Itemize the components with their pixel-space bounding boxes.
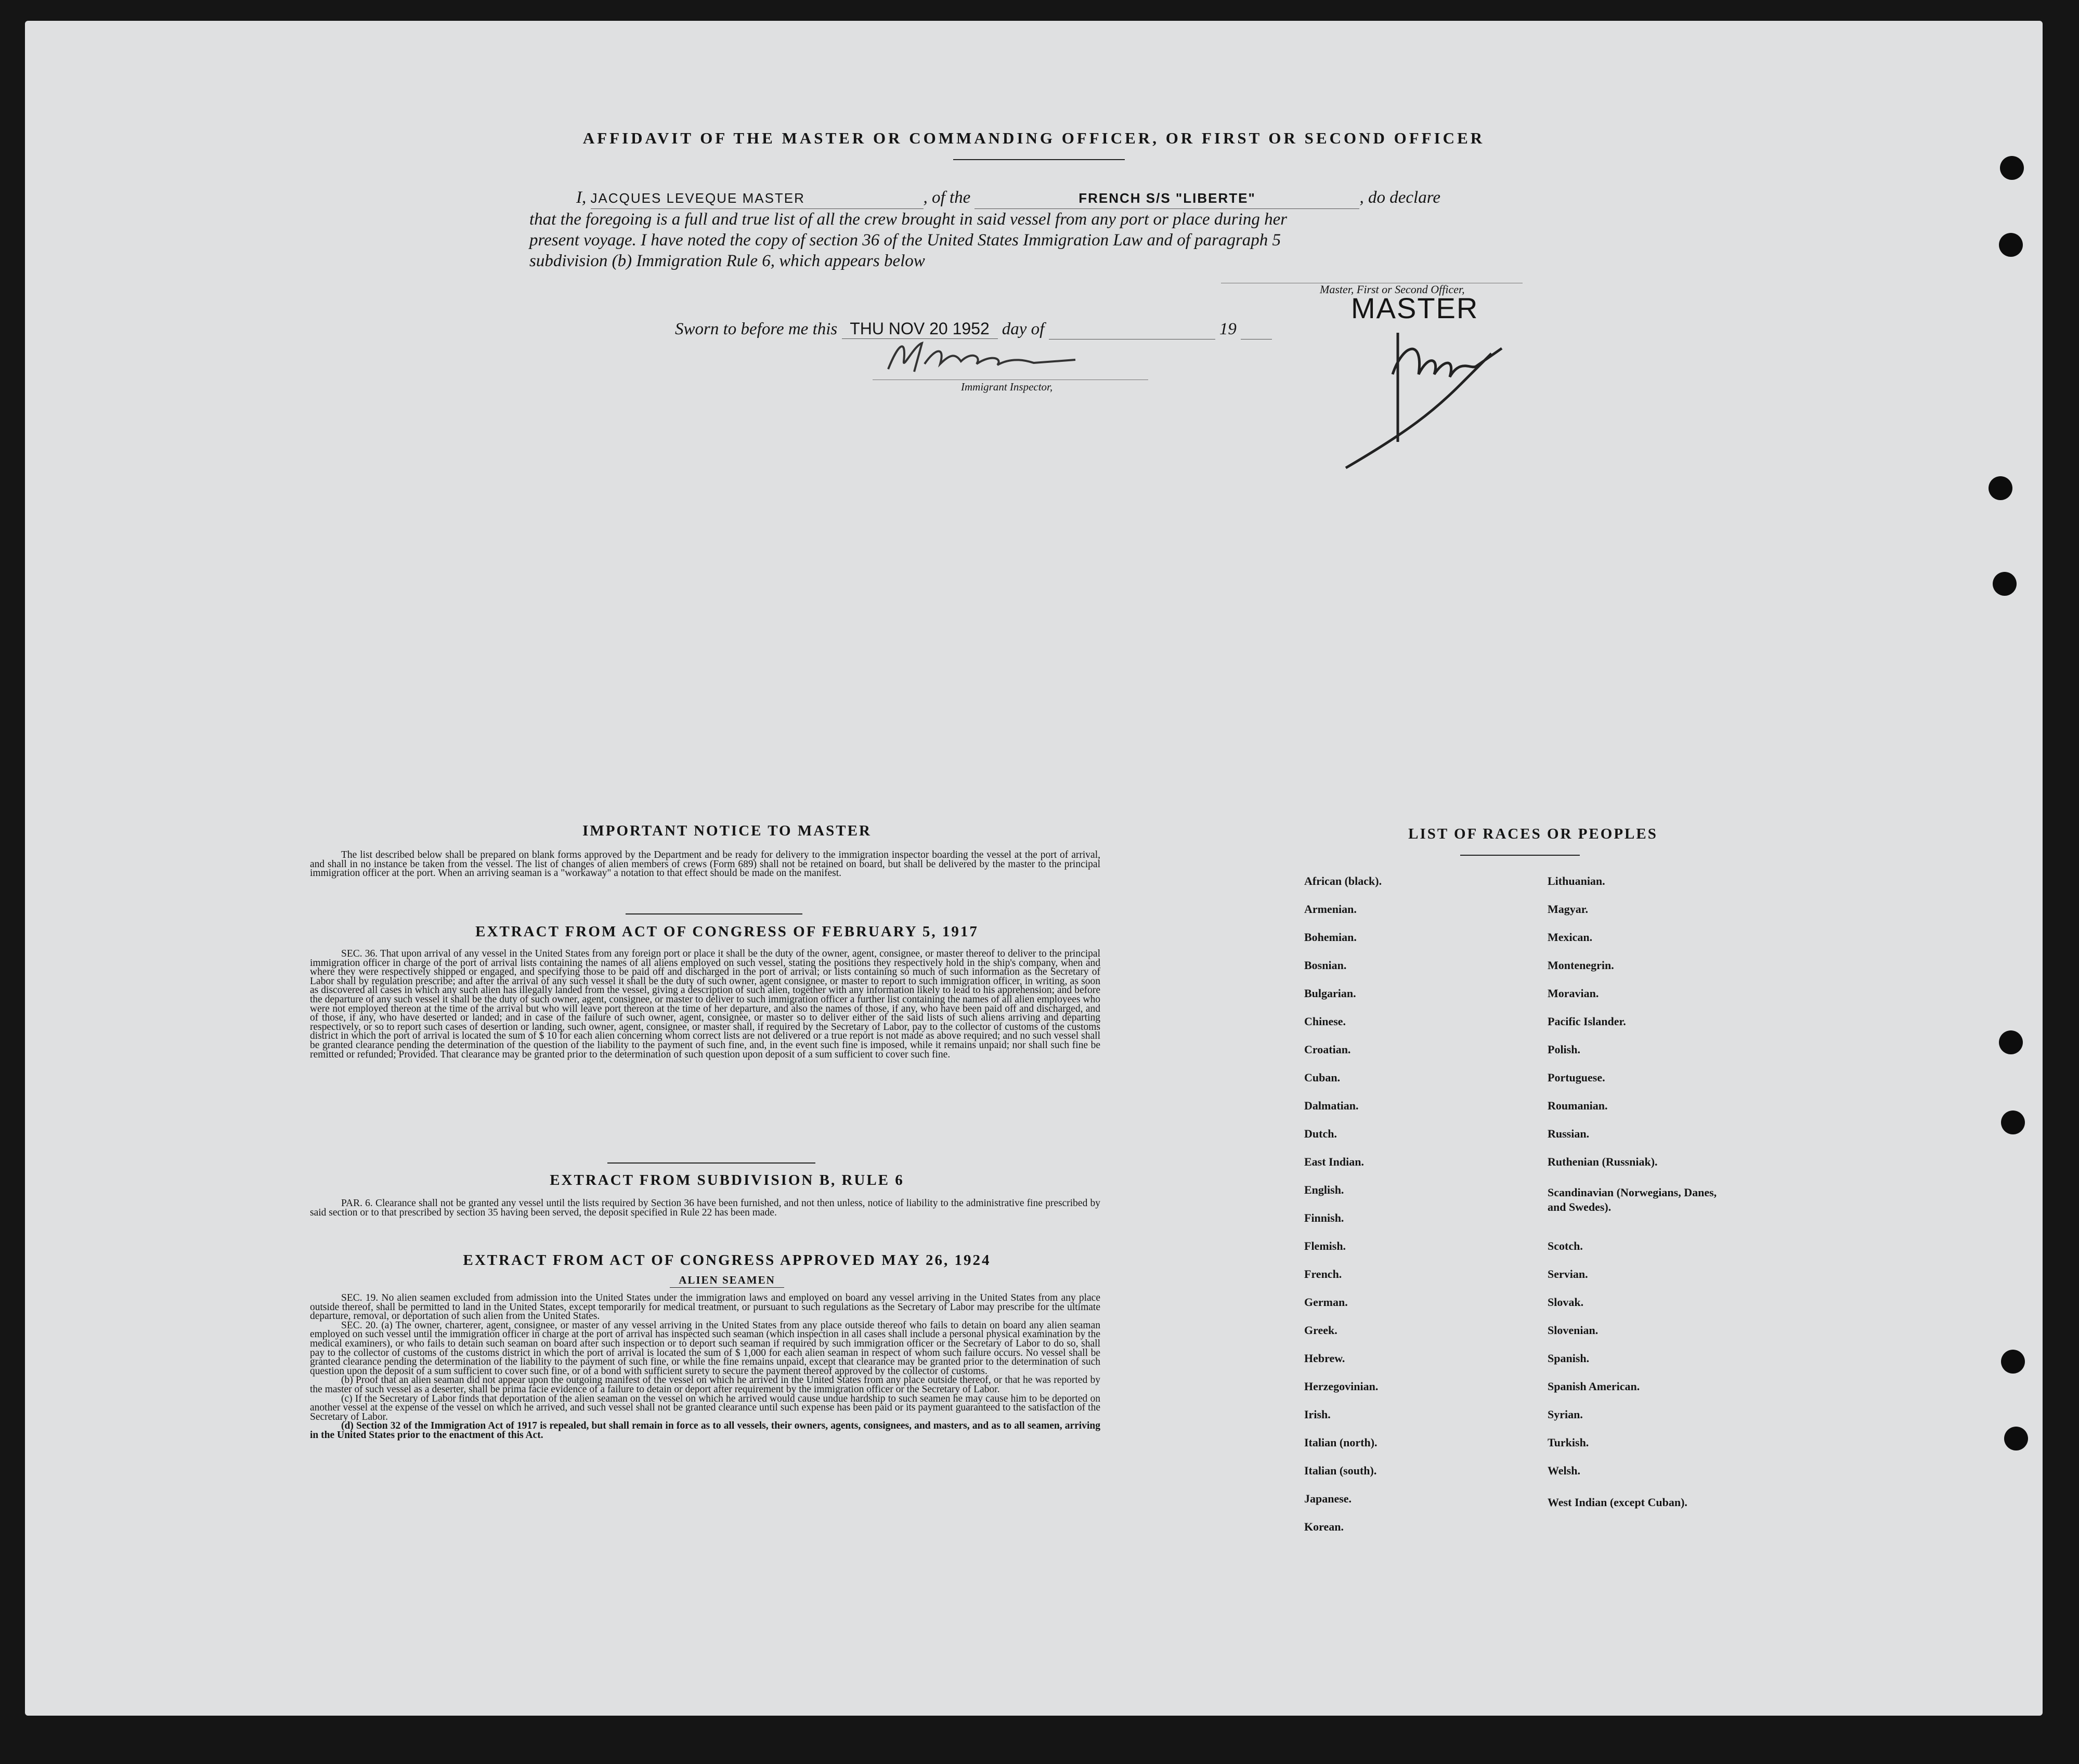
sworn-line: Sworn to before me this THU NOV 20 1952 day of 19 bbox=[675, 319, 1272, 339]
inspector-signature bbox=[878, 333, 1096, 380]
race-item: Italian (south). bbox=[1304, 1464, 1377, 1477]
master-stamp: MASTER bbox=[1351, 292, 1479, 324]
race-item: Ruthenian (Russniak). bbox=[1548, 1155, 1658, 1168]
race-item: Bosnian. bbox=[1304, 959, 1347, 972]
race-item: Flemish. bbox=[1304, 1239, 1346, 1252]
notice-rule bbox=[626, 913, 802, 914]
affidavit-title: AFFIDAVIT OF THE MASTER OR COMMANDING OFFICER, OR FIRST OR SECOND OFFICER bbox=[582, 129, 1485, 147]
race-item: Montenegrin. bbox=[1548, 959, 1614, 972]
race-item: Slovak. bbox=[1548, 1296, 1584, 1309]
race-item: Bohemian. bbox=[1304, 931, 1357, 944]
race-item: Polish. bbox=[1548, 1043, 1580, 1056]
race-item: Cuban. bbox=[1304, 1071, 1341, 1084]
punch-hole bbox=[2004, 1427, 2028, 1451]
race-item: English. bbox=[1304, 1183, 1344, 1196]
races-title-rule bbox=[1460, 855, 1580, 856]
alien-seamen-rule bbox=[670, 1287, 784, 1288]
race-item: Mexican. bbox=[1548, 931, 1593, 944]
race-item: Russian. bbox=[1548, 1127, 1590, 1140]
race-item: Lithuanian. bbox=[1548, 874, 1605, 887]
punch-hole bbox=[1993, 572, 2017, 596]
race-item: Croatian. bbox=[1304, 1043, 1351, 1056]
race-item: Japanese. bbox=[1304, 1492, 1352, 1505]
affidavit-line-4: subdivision (b) Immigration Rule 6, which appears below bbox=[529, 252, 925, 270]
notice-text: The list described below shall be prepared on blank forms approved by the Department and be ready for delivery to the immigration inspector boarding the vessel at the port of arrival, and shall in no instance be taken from the vessel. The list of changes of alien members of crews (Form 689) shall not be retained on board, but shall be delivered by the master to the principal immigration officer at the port. When an arriving seaman is a "workaway" a notation to that effect should be made on the manifest. bbox=[310, 850, 1100, 879]
vessel-name: FRENCH S/S "LIBERTE" bbox=[974, 188, 1359, 209]
sec19-text: SEC. 19. No alien seamen excluded from admission into the United States under the immigration laws and employed on board any vessel arriving in the United States from any place outside thereof, shall be permitted to land in the United States, except temporarily for medical treatment, or pursuant to such regulations as the Secretary of Labor may prescribe for the ultimate departure, removal, or deportation of such alien from the United States. bbox=[310, 1292, 1100, 1322]
race-item: Italian (north). bbox=[1304, 1436, 1378, 1449]
extract-1924-subtitle: ALIEN SEAMEN bbox=[679, 1274, 775, 1286]
rule6-rule bbox=[607, 1162, 815, 1164]
extract-rule6-title: EXTRACT FROM SUBDIVISION B, RULE 6 bbox=[550, 1172, 904, 1188]
declarant-name: JACQUES LEVEQUE MASTER bbox=[591, 188, 924, 209]
affidavit-line-3: present voyage. I have noted the copy of section 36 of the United States Immigration Law and of paragraph 5 bbox=[529, 231, 1281, 250]
race-item: Greek. bbox=[1304, 1324, 1337, 1337]
extract-1924-body bbox=[310, 1293, 1100, 1440]
race-item: Scandinavian (Norwegians, Danes, and Swedes). bbox=[1548, 1186, 1717, 1213]
affidavit-line-1: I, JACQUES LEVEQUE MASTER , of the FRENCH S/S "LIBERTE" , do declare bbox=[529, 187, 1538, 209]
race-item: Pacific Islander. bbox=[1548, 1015, 1626, 1028]
race-item: Portuguese. bbox=[1548, 1071, 1605, 1084]
race-item: Finnish. bbox=[1304, 1211, 1344, 1224]
master-signature bbox=[1304, 312, 1523, 478]
sworn-date-stamp: THU NOV 20 1952 bbox=[842, 319, 998, 339]
punch-hole bbox=[2000, 156, 2024, 180]
extract-1917-text: SEC. 36. That upon arrival of any vessel in the United States from any foreign port or place it shall be the duty of the owner, agent, consignee, or master thereof to deliver to the principal immigration officer in charge of the port of arrival lists containing the names of all aliens employed on such vessel, stating the positions they respectively hold in the ship's company, when and where they were respectively shipped or engaged, and specifying those to be paid off and discharged in the port of arrival; or lists containing so much of such information as the Secretary of Labor shall by regulation prescribe; and after the arrival of any such vessel it shall be the duty of such owner, agent consignee, or master to report to such immigration officer, in writing, as soon as discovered all cases in which any such alien has illegally landed from the vessel, giving a description of such alien, together with any information likely to lead to his apprehension; and before the departure of any such vessel it shall be the duty of such owner, agent, consignee, or master to deliver to such immigration officer a further list containing the names of all alien employees who were not employed thereon at the time of the arrival but who will leave port thereon at the time of her departure, and also the names of those, if any, who have been paid off and discharged, and of those, if any, who have deserted or landed; and in case of the failure of such owner, agent, consignee, or master so to deliver either of the said lists of such aliens arriving and departing respectively, or so to report such cases of desertion or landing, such owner, agent, consignee, or master shall, if required by the Secretary of Labor, pay to the collector of customs of the customs district in which the port of arrival is located the sum of $ 10 for each alien concerning whom correct lists are not delivered or a true report is not made as above required; and no such vessel shall be granted clearance pending the determination of the question of the liability to the payment of such fine, and, in the event such fine is imposed, while it remains unpaid; nor shall such fine be remitted or refunded; Provided. That clearance may be granted prior to the determination of such question upon deposit of a sum sufficient to cover such fine. bbox=[310, 948, 1100, 1060]
affidavit-title-rule bbox=[953, 159, 1125, 160]
sec20a-text: SEC. 20. (a) The owner, charterer, agent, consignee, or master of any vessel arriving in the United States from any place outside thereof who fails to detain on board any alien seaman employed on such vessel until the immigration officer in charge at the port of arrival has inspected such seaman (which inspection in all cases shall include a personal physical examination by the medical examiners), or who fails to detain such seaman on board after such inspection or to deport such seaman if required by such immigration officer or the Secretary of Labor to do so, shall pay to the collector of customs of the customs district in which the port of arrival is located the sum of $ 1,000 for each alien seaman in respect of whom such failure occurs. No vessel shall be granted clearance pending the determination of the liability to the payment of such fine, or while the fine remains unpaid, except that clearance may be granted prior to the determination of such question upon the deposit of a sum sufficient to cover such fine, or of a bond with sufficient surety to secure the payment thereof approved by the collector of customs. bbox=[310, 1319, 1100, 1377]
inspector-label: Immigrant Inspector, bbox=[961, 381, 1053, 393]
race-item: Turkish. bbox=[1548, 1436, 1589, 1449]
race-item: Spanish American. bbox=[1548, 1380, 1640, 1393]
race-item: Slovenian. bbox=[1548, 1324, 1599, 1337]
race-item: African (black). bbox=[1304, 874, 1382, 887]
punch-hole bbox=[1999, 233, 2023, 257]
race-item: Welsh. bbox=[1548, 1464, 1580, 1477]
sec20d-text: (d) Section 32 of the Immigration Act of 1917 is repealed, but shall remain in force as to all vessels, their owners, agents, consignees, and masters, and as to all seamen, arriving in the United States prior to the enactment of this Act. bbox=[310, 1420, 1100, 1441]
race-item: Irish. bbox=[1304, 1408, 1331, 1421]
race-item: West Indian (except Cuban). bbox=[1548, 1496, 1687, 1509]
race-item: Armenian. bbox=[1304, 903, 1357, 916]
race-item: Servian. bbox=[1548, 1268, 1588, 1280]
document-page bbox=[25, 21, 2043, 1716]
race-item: Chinese. bbox=[1304, 1015, 1346, 1028]
punch-hole bbox=[2001, 1350, 2025, 1374]
race-item: Moravian. bbox=[1548, 987, 1599, 1000]
race-item: Roumanian. bbox=[1548, 1099, 1608, 1112]
affidavit-statement bbox=[529, 187, 1538, 271]
race-item: Scotch. bbox=[1548, 1239, 1583, 1252]
race-item: Dalmatian. bbox=[1304, 1099, 1359, 1112]
race-item: Spanish. bbox=[1548, 1352, 1590, 1365]
sec20c-text: (c) If the Secretary of Labor finds that deportation of the alien seaman on the vessel on which he arrived would cause undue hardship to such seamen he may cause him to be deported on another vessel at the expense of the vessel on which he arrived, and such vessel shall not be granted clearance until such expense has been paid or its payment guaranteed to the satisfaction of the Secretary of Labor. bbox=[310, 1393, 1100, 1422]
punch-hole bbox=[2001, 1110, 2025, 1134]
race-item: Syrian. bbox=[1548, 1408, 1583, 1421]
race-item: Korean. bbox=[1304, 1520, 1344, 1533]
race-item: French. bbox=[1304, 1268, 1342, 1280]
punch-hole bbox=[1989, 476, 2012, 500]
affidavit-line-2: that the foregoing is a full and true list of all the crew brought in said vessel from any port or place during her bbox=[529, 210, 1288, 229]
master-label: Master, First or Second Officer, bbox=[1320, 283, 1465, 296]
races-title: LIST OF RACES OR PEOPLES bbox=[1408, 826, 1658, 842]
race-item: Hebrew. bbox=[1304, 1352, 1345, 1365]
bleed-through-text bbox=[176, 86, 1944, 119]
race-item: Dutch. bbox=[1304, 1127, 1337, 1140]
race-item: German. bbox=[1304, 1296, 1348, 1309]
year-line bbox=[1241, 320, 1272, 339]
sec20b-text: (b) Proof that an alien seaman did not appear upon the outgoing manifest of the vessel on which he arrived in the United States from any place outside thereof, or that he was reported by the master of such vessel as a deserter, shall be prima facie evidence of a failure to detain or deport after requirement by the immigration officer or the Secretary of Labor. bbox=[310, 1375, 1100, 1395]
extract-1917-title: EXTRACT FROM ACT OF CONGRESS OF FEBRUARY 5, 1917 bbox=[475, 923, 979, 940]
race-item: Herzegovinian. bbox=[1304, 1380, 1379, 1393]
race-item: Magyar. bbox=[1548, 903, 1589, 916]
punch-hole bbox=[1999, 1030, 2023, 1054]
race-item: East Indian. bbox=[1304, 1155, 1364, 1168]
race-item: Bulgarian. bbox=[1304, 987, 1356, 1000]
extract-rule6-text: PAR. 6. Clearance shall not be granted any vessel until the lists required by Section 36 have been furnished, and not then unless, notice of liability to the administrative fine prescribed by said section or to that prescribed by section 35 having been served, the deposit specified in Rule 22 has been made. bbox=[310, 1198, 1100, 1218]
notice-title: IMPORTANT NOTICE TO MASTER bbox=[582, 822, 872, 839]
extract-1924-title: EXTRACT FROM ACT OF CONGRESS APPROVED MAY 26, 1924 bbox=[463, 1252, 991, 1269]
